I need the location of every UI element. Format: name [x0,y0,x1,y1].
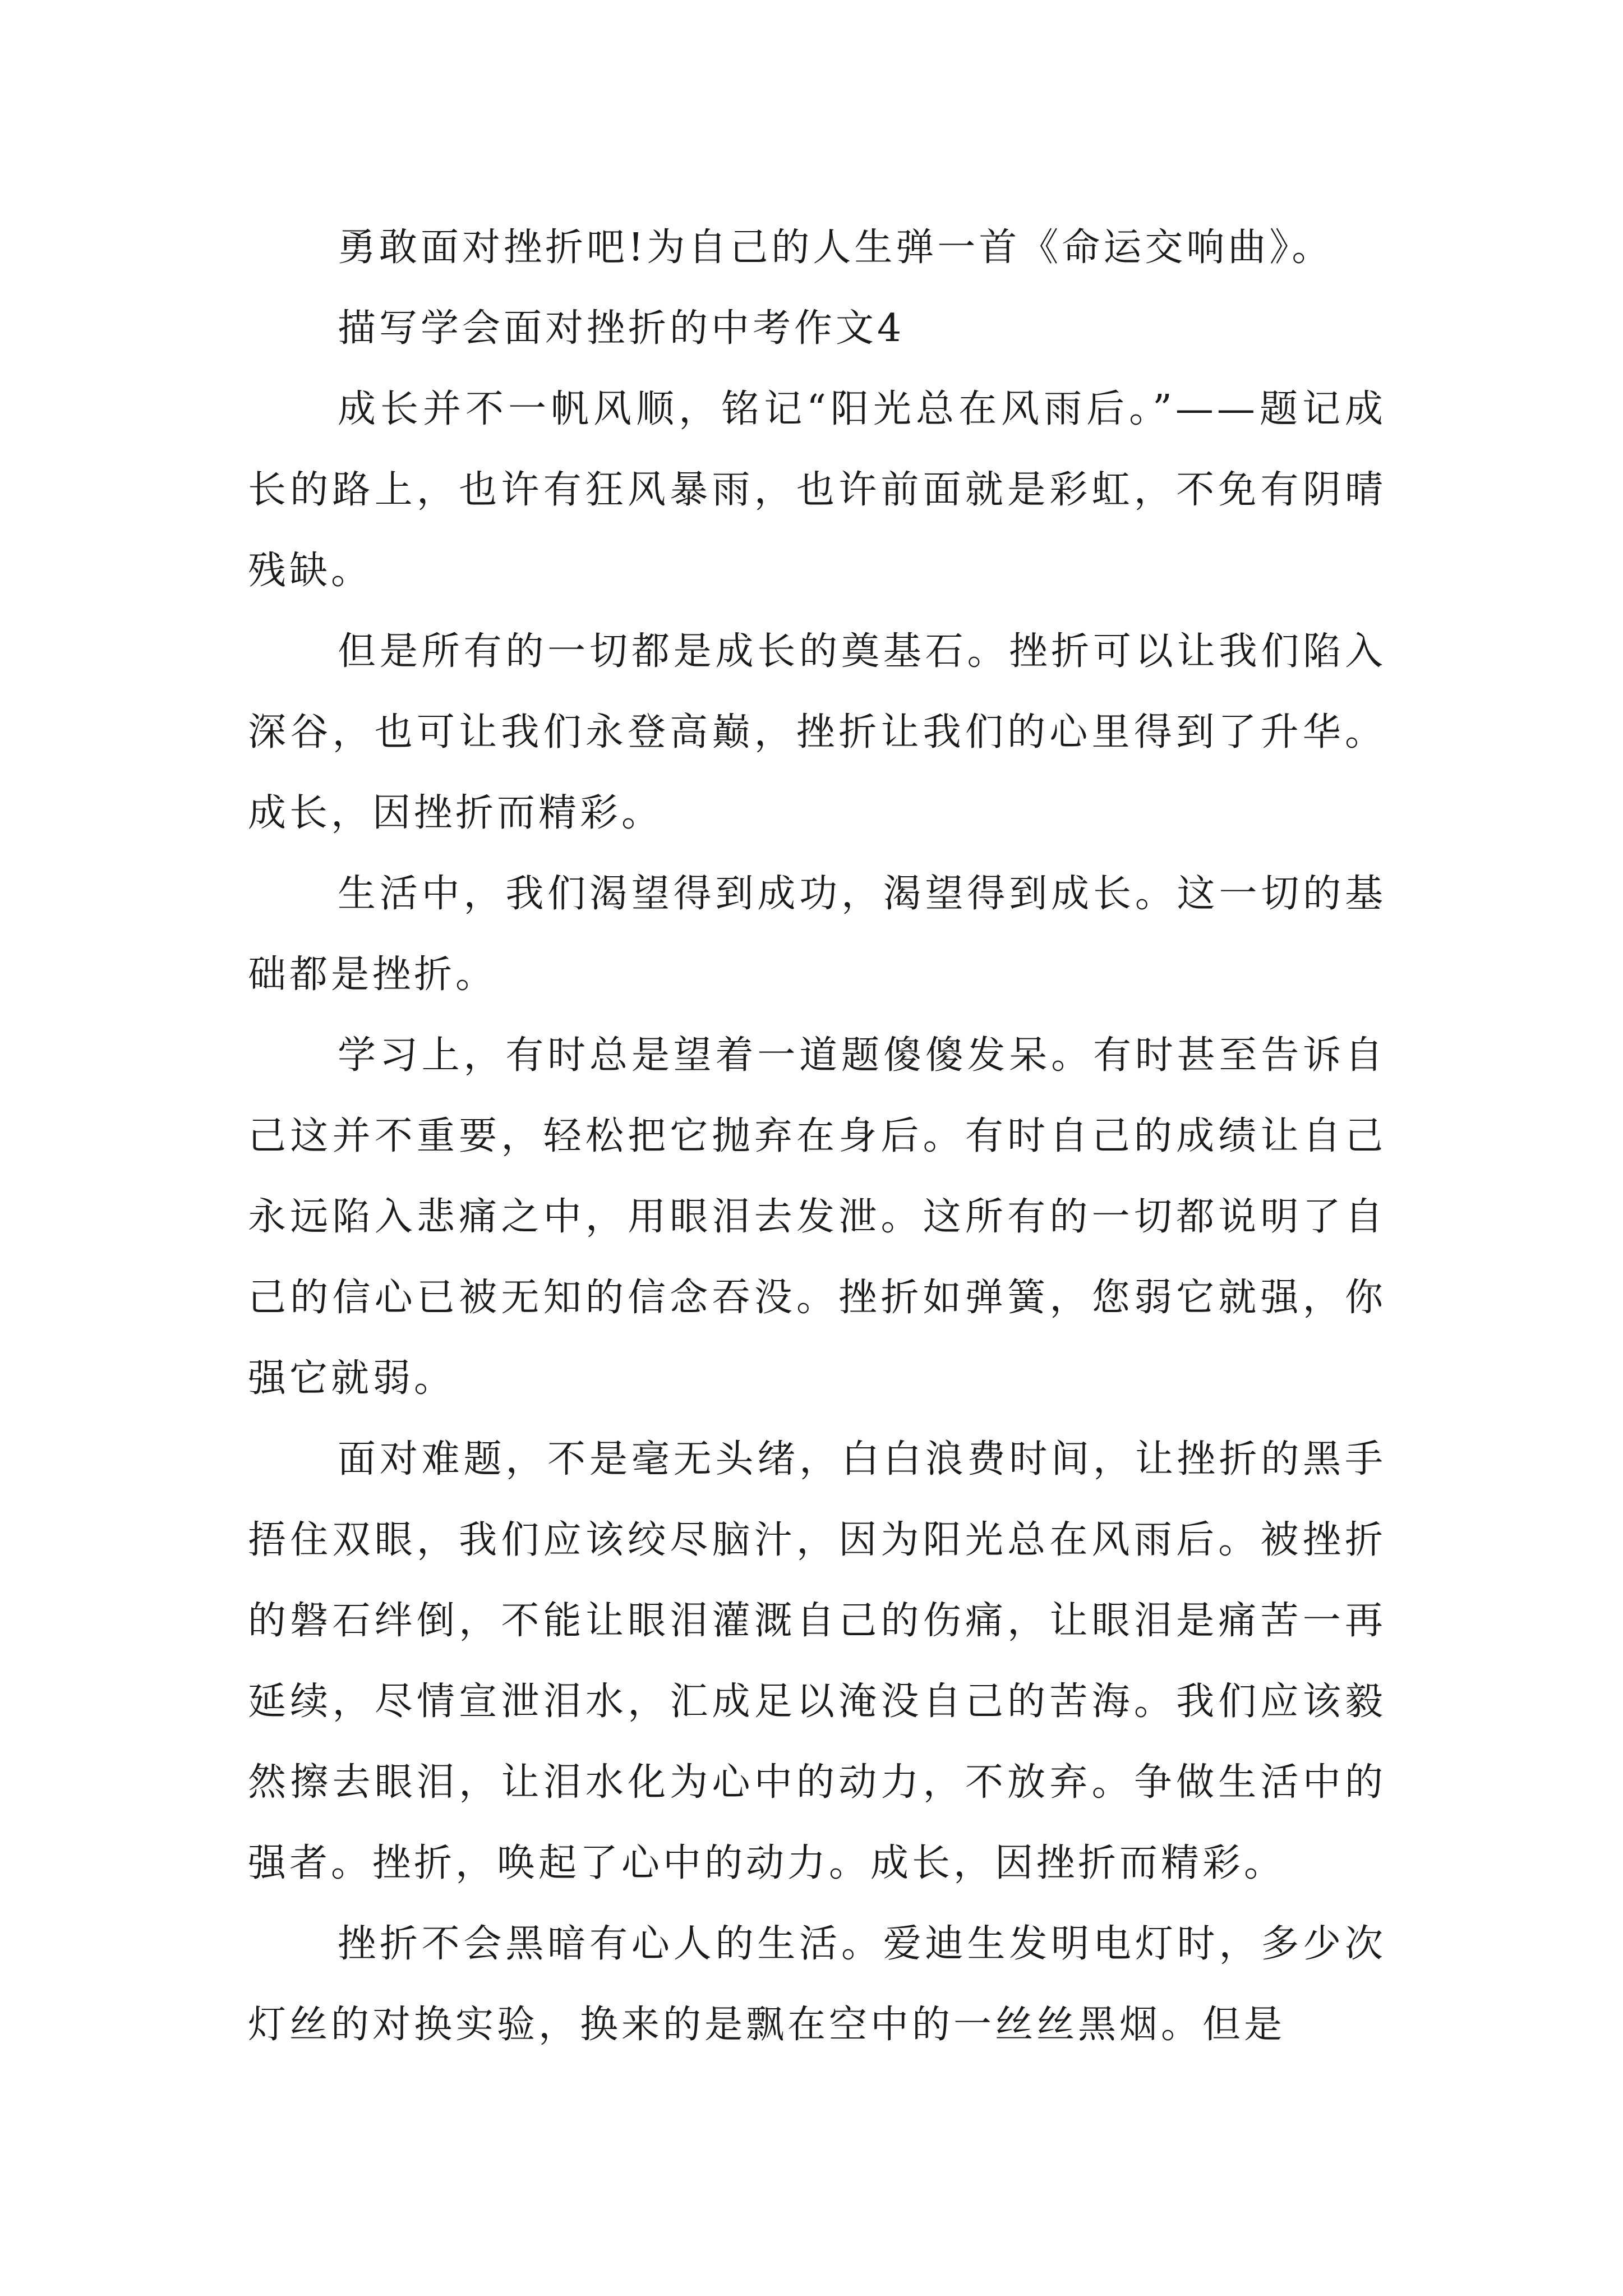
paragraph: 但是所有的一切都是成长的奠基石。挫折可以让我们陷入深谷，也可让我们永登高巅，挫折让我们的心里得到了升华。成长，因挫折而精彩。 [248,629,1386,835]
paragraph: 勇敢面对挫折吧!为自己的人生弹一首《命运交响曲》。 [338,226,1334,270]
document-body [248,208,1386,2065]
paragraph: 学习上，有时总是望着一道题傻傻发呆。有时甚至告诉自己这并不重要，轻松把它抛弃在身后。有时自己的成绩让自己永远陷入悲痛之中，用眼泪去发泄。这所有的一切都说明了自己的信心已被无知的信念吞没。挫折如弹簧，您弱它就强，你强它就弱。 [248,1033,1386,1401]
paragraph: 挫折不会黑暗有心人的生活。爱迪生发明电灯时，多少次灯丝的对换实验，换来的是飘在空中的一丝丝黑烟。但是 [248,1922,1386,2047]
section-heading: 描写学会面对挫折的中考作文4 [338,306,905,351]
paragraph: 面对难题，不是毫无头绪，白白浪费时间，让挫折的黑手捂住双眼，我们应该绞尽脑汁，因为阳光总在风雨后。被挫折的磐石绊倒，不能让眼泪灌溉自己的伤痛，让眼泪是痛苦一再延续，尽情宣泄泪水，汇成足以淹没自己的苦海。我们应该毅然擦去眼泪，让泪水化为心中的动力，不放弃。争做生活中的强者。挫折，唤起了心中的动力。成长，因挫折而精彩。 [248,1437,1386,1885]
paragraph: 成长并不一帆风顺，铭记“阳光总在风雨后。”——题记成长的路上，也许有狂风暴雨，也许前面就是彩虹，不免有阴晴残缺。 [248,387,1386,593]
paragraph: 生活中，我们渴望得到成功，渴望得到成长。这一切的基础都是挫折。 [248,872,1386,997]
